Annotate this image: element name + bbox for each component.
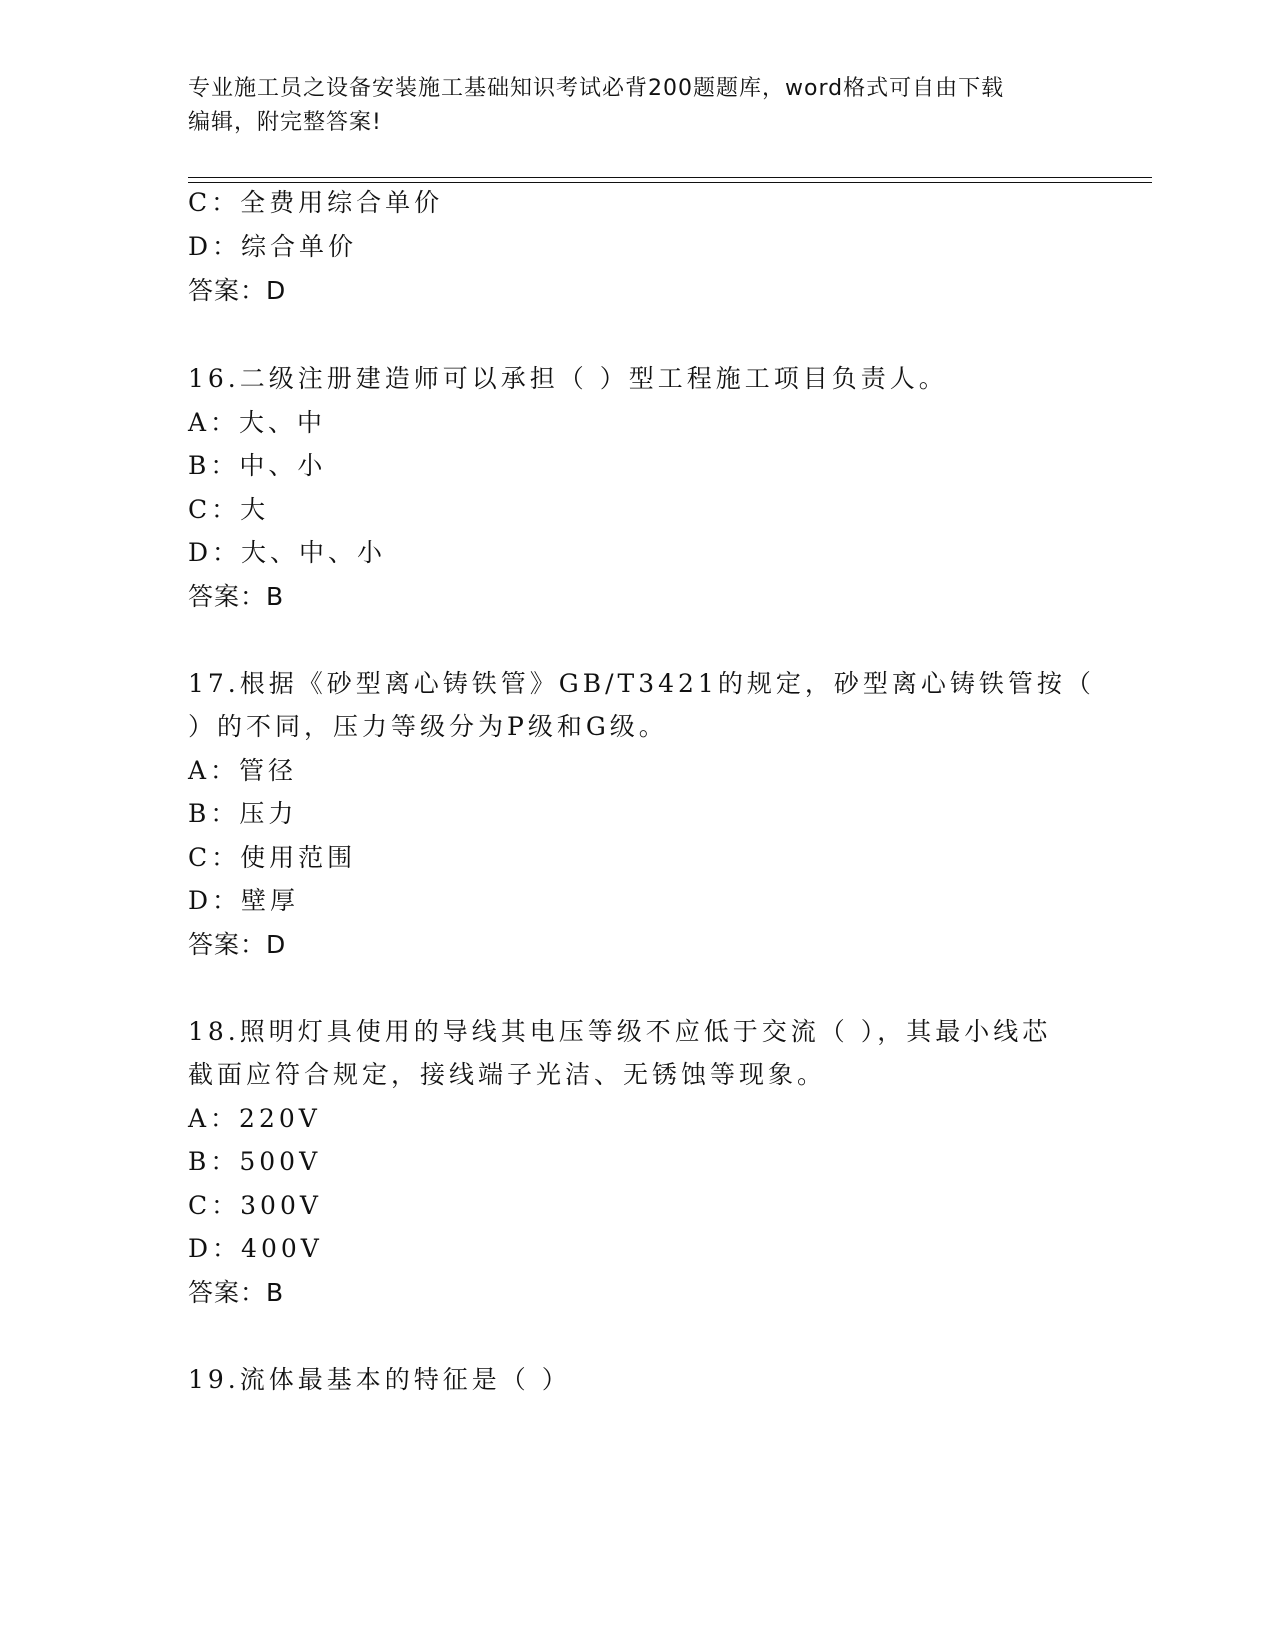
q15-option-d: D：综合单价 <box>188 232 358 261</box>
header-line-1: 专业施工员之设备安装施工基础知识考试必背200题题库，word格式可自由下载 <box>188 76 1005 101</box>
q17-option-b: B：压力 <box>188 799 298 828</box>
q18-question-line-1: 18.照明灯具使用的导线其电压等级不应低于交流（ ），其最小线芯 <box>188 1017 1052 1046</box>
q18-answer: 答案：B <box>188 1278 285 1307</box>
q18-option-a: A：220V <box>188 1104 321 1133</box>
q16-option-b: B：中、小 <box>188 451 327 480</box>
q18-option-b: B：500V <box>188 1147 322 1176</box>
q17-option-a: A：管径 <box>188 756 298 785</box>
q16-answer: 答案：B <box>188 582 285 611</box>
q17-option-c: C：使用范围 <box>188 843 357 872</box>
q15-option-c: C：全费用综合单价 <box>188 188 444 217</box>
q16-option-c: C：大 <box>188 495 270 524</box>
q19-question: 19.流体最基本的特征是（ ） <box>188 1365 571 1394</box>
document-header <box>188 72 1088 140</box>
q17-answer: 答案：D <box>188 930 287 959</box>
q17-question-line-2: ）的不同，压力等级分为P级和G级。 <box>188 712 668 741</box>
q16-question: 16.二级注册建造师可以承担（ ）型工程施工项目负责人。 <box>188 364 948 393</box>
q17-option-d: D：壁厚 <box>188 886 300 915</box>
q16-option-d: D：大、中、小 <box>188 538 387 567</box>
q18-option-d: D：400V <box>188 1234 323 1263</box>
q17-question-line-1: 17.根据《砂型离心铸铁管》GB/T3421的规定，砂型离心铸铁管按（ <box>188 669 1095 698</box>
header-divider-top <box>188 177 1152 178</box>
q16-option-a: A：大、中 <box>188 408 327 437</box>
header-divider-bottom <box>188 182 1152 183</box>
header-line-2: 编辑，附完整答案! <box>188 110 382 135</box>
q18-option-c: C：300V <box>188 1191 322 1220</box>
q15-answer: 答案：D <box>188 276 287 305</box>
q18-question-line-2: 截面应符合规定，接线端子光洁、无锈蚀等现象。 <box>188 1060 827 1089</box>
